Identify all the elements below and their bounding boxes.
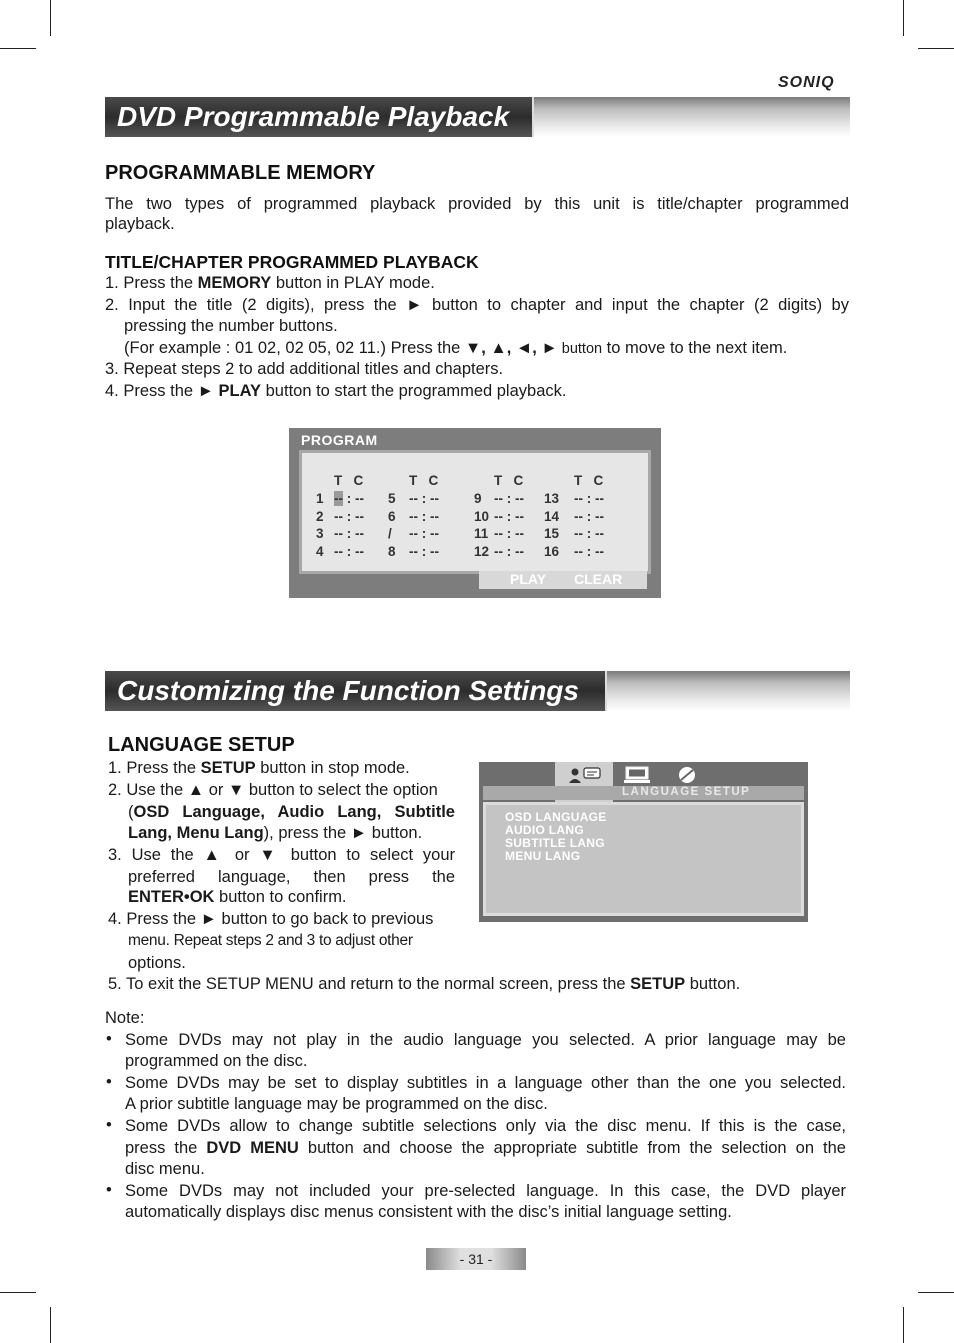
program-slot-value[interactable]: -- : --: [574, 508, 604, 524]
step-4: 4. Press the ► PLAY button to start the programmed playback.: [105, 382, 567, 400]
section-banner-dvd-programmable: [105, 97, 850, 137]
note-4: Some DVDs may not included your pre-selected language. In this case, the DVD player: [125, 1182, 846, 1200]
lang-step-2: 2. Use the ▲ or ▼ button to select the option: [108, 781, 438, 799]
step-2-line: 2. Input the title (2 digits), press the ► button to chapter and input the chapter (2 digits) by: [105, 296, 849, 314]
program-slot-number: 5: [388, 491, 396, 506]
clear-button[interactable]: CLEAR: [574, 571, 623, 587]
lang-option[interactable]: SUBTITLE LANG: [505, 836, 605, 850]
column-header: T C: [409, 473, 439, 488]
program-slot-number: 15: [544, 526, 560, 541]
language-header-title: LANGUAGE SETUP: [622, 786, 751, 798]
program-slot-value[interactable]: -- : --: [494, 543, 524, 559]
language-setup-screen: [479, 762, 808, 922]
intro-line: The two types of programmed playback provided by this unit is title/chapter programmed: [105, 195, 849, 213]
note-3: disc menu.: [125, 1160, 205, 1178]
subheading-title-chapter: TITLE/CHAPTER PROGRAMMED PLAYBACK: [105, 252, 479, 272]
brand-logo: SONIQ: [778, 74, 835, 91]
bullet: •: [106, 1116, 112, 1134]
program-slot-value[interactable]: -- : --: [334, 508, 364, 524]
intro-line: playback.: [105, 215, 175, 233]
crop-mark: [918, 1292, 954, 1293]
note-2: Some DVDs may be set to display subtitles in a language other than the one you selected.: [125, 1074, 846, 1092]
program-slot-value[interactable]: -- : --: [409, 508, 439, 524]
note-3: Some DVDs allow to change subtitle selections only via the disc menu. If this is the case,: [125, 1117, 846, 1135]
heading-language-setup: LANGUAGE SETUP: [108, 734, 295, 756]
program-slot-number: 1: [316, 491, 324, 506]
lang-step-5: 5. To exit the SETUP MENU and return to the normal screen, press the SETUP button.: [108, 975, 741, 993]
program-screen: [289, 428, 661, 598]
lang-option[interactable]: OSD LANGUAGE: [505, 810, 607, 824]
step-1: 1. Press the MEMORY button in PLAY mode.: [105, 274, 435, 292]
program-title: PROGRAM: [301, 432, 378, 448]
program-slot-value[interactable]: -- : --: [409, 526, 439, 541]
crop-mark: [50, 0, 51, 36]
program-slot-number: 8: [388, 543, 396, 559]
program-slot-number: 9: [474, 491, 482, 506]
lang-step-3: 3. Use the ▲ or ▼ button to select your: [108, 846, 455, 864]
crop-mark: [903, 1307, 904, 1343]
crop-mark: [903, 0, 904, 36]
note-label: Note:: [105, 1009, 145, 1027]
lang-option[interactable]: AUDIO LANG: [505, 823, 584, 837]
note-4: automatically displays disc menus consistent with the disc’s initial language setting.: [125, 1203, 732, 1221]
program-slot-number: 3: [316, 526, 324, 541]
program-slot-value[interactable]: -- : --: [409, 491, 439, 506]
section-banner-function-settings: [105, 671, 850, 711]
crop-mark: [50, 1307, 51, 1343]
program-grid: [299, 450, 651, 574]
crop-mark: [0, 1292, 36, 1293]
page-number: - 31 -: [426, 1248, 526, 1270]
lang-option[interactable]: MENU LANG: [505, 849, 581, 863]
program-slot-number: 4: [316, 543, 324, 559]
program-slot-number: 16: [544, 543, 560, 559]
program-slot-value[interactable]: -- : --: [334, 526, 364, 541]
program-slot-number: 11: [474, 526, 489, 541]
lang-step-1: 1. Press the SETUP button in stop mode.: [108, 759, 410, 777]
column-header: T C: [334, 473, 364, 488]
program-slot-value[interactable]: -- : --: [574, 543, 604, 559]
step-3: 3. Repeat steps 2 to add additional titles and chapters.: [105, 360, 504, 378]
note-2: A prior subtitle language may be programmed on the disc.: [125, 1095, 548, 1113]
banner-title: DVD Programmable Playback: [117, 101, 510, 132]
crop-mark: [918, 48, 954, 49]
bullet: •: [106, 1030, 112, 1048]
program-slot-value[interactable]: -- : --: [409, 543, 439, 559]
lang-step-2: Lang, Menu Lang), press the ► button.: [128, 824, 423, 842]
lang-step-3: ENTER•OK button to confirm.: [128, 888, 347, 906]
lang-step-4: 4. Press the ► button to go back to previous: [108, 910, 434, 928]
disc-icon[interactable]: [677, 766, 697, 784]
program-slot-value[interactable]: -- : --: [574, 491, 604, 506]
step-2-line: pressing the number buttons.: [124, 317, 338, 335]
lang-step-4: menu. Repeat steps 2 and 3 to adjust other: [128, 932, 413, 949]
program-slot-value[interactable]: -- : --: [334, 543, 364, 559]
program-slot-value[interactable]: -- : --: [494, 526, 524, 541]
column-header: T C: [494, 473, 524, 488]
play-button[interactable]: PLAY: [510, 571, 547, 587]
program-slot-number: /: [388, 526, 392, 541]
banner-title: Customizing the Function Settings: [117, 675, 579, 706]
step-2-line: (For example : 01 02, 02 05, 02 11.) Press the ▼, ▲, ◄, ► button to move to the next item.: [124, 339, 788, 357]
program-slot-number: 12: [474, 543, 490, 559]
program-slot-value[interactable]: -- : --: [334, 491, 364, 506]
program-slot-number: 14: [544, 508, 560, 524]
bullet: •: [106, 1181, 112, 1199]
program-slot-number: 6: [388, 508, 396, 524]
program-slot-value[interactable]: -- : --: [494, 491, 524, 506]
lang-step-4: options.: [128, 954, 186, 972]
note-3: press the DVD MENU button and choose the appropriate subtitle from the selection on the: [125, 1139, 846, 1157]
bullet: •: [106, 1073, 112, 1091]
column-header: T C: [574, 473, 604, 488]
lang-step-2: (OSD Language, Audio Lang, Subtitle: [128, 803, 455, 821]
program-slot-value[interactable]: -- : --: [494, 508, 524, 524]
crop-mark: [0, 48, 36, 49]
lang-step-3: preferred language, then press the: [128, 868, 455, 886]
heading-programmable-memory: PROGRAMMABLE MEMORY: [105, 162, 376, 184]
monitor-icon[interactable]: [623, 766, 651, 784]
note-1: programmed on the disc.: [125, 1052, 308, 1070]
selected-slot[interactable]: --: [334, 491, 343, 506]
program-slot-value[interactable]: -- : --: [574, 526, 604, 541]
program-slot-number: 10: [474, 508, 490, 524]
program-slot-number: 2: [316, 508, 324, 524]
note-1: Some DVDs may not play in the audio language you selected. A prior language may be: [125, 1031, 846, 1049]
language-person-icon[interactable]: [567, 766, 603, 784]
program-slot-number: 13: [544, 491, 560, 506]
